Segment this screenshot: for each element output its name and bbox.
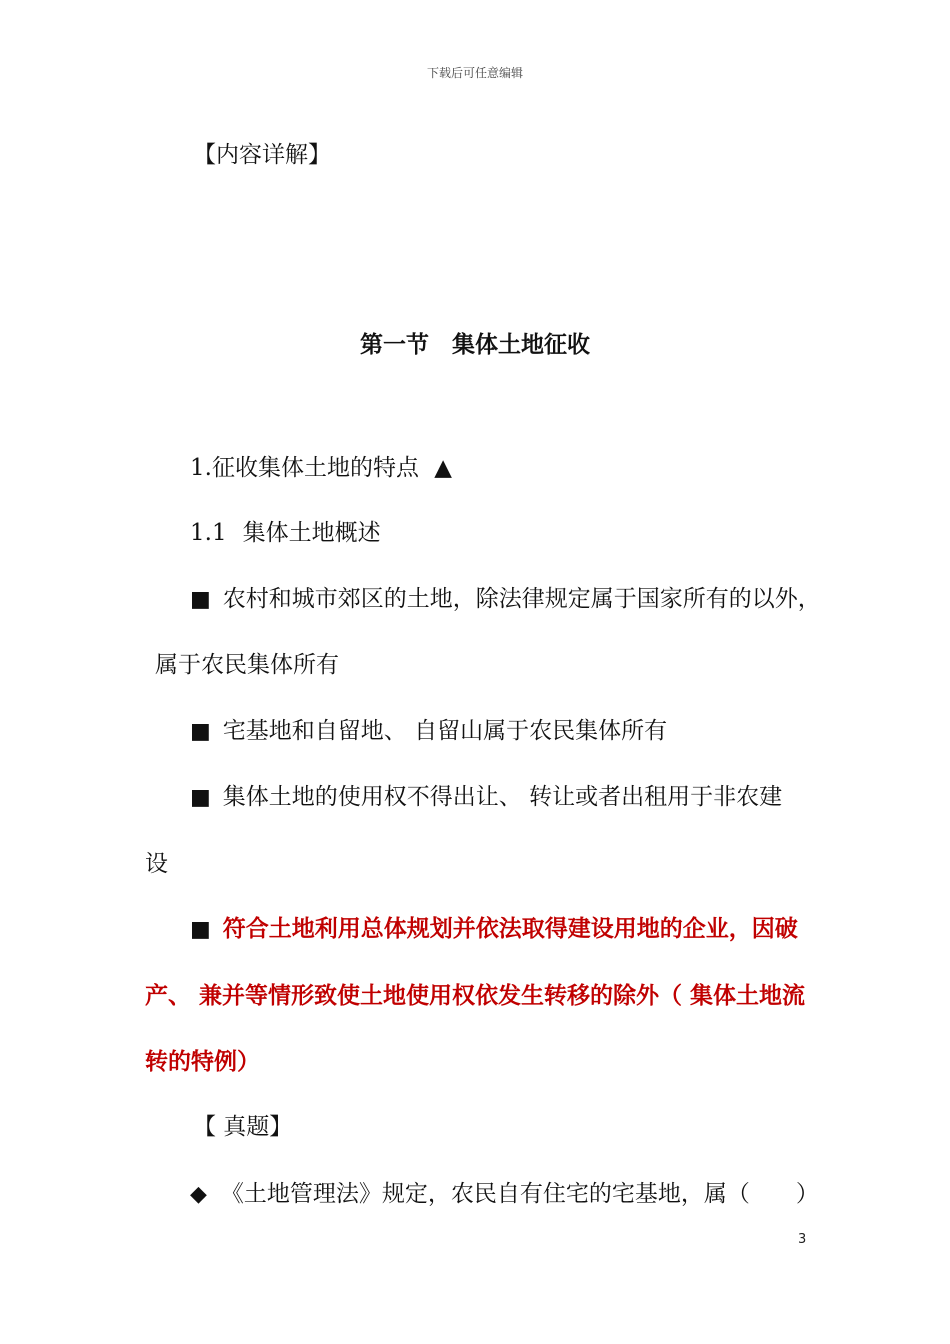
heading-1-1-number: 1.1 — [190, 520, 227, 546]
heading-1 — [190, 453, 452, 483]
diamond-icon: ◆ — [190, 1182, 207, 1207]
bullet-text: 宅基地和自留地、 自留山属于农民集体所有 — [222, 718, 668, 744]
bullet-item — [190, 716, 667, 747]
bullet-item — [190, 584, 821, 615]
heading-1-number: 1. — [190, 455, 212, 481]
bullet-continuation: 属于农民集体所有 — [155, 652, 339, 678]
bullet-item-highlighted — [190, 914, 798, 945]
triangle-icon: ▲ — [434, 455, 452, 481]
bullet-text: 符合土地利用总体规划并依法取得建设用地的企业，因破 — [222, 916, 798, 942]
bullet-continuation: 产、 兼并等情形致使土地使用权依发生转移的除外（ 集体土地流 — [145, 983, 806, 1009]
question — [190, 1179, 819, 1210]
page-number: 3 — [798, 1232, 807, 1247]
question-text: 《土地管理法》规定，农民自有住宅的宅基地，属（ ） — [220, 1181, 819, 1207]
heading-1-text: 征收集体土地的特点 — [211, 455, 419, 481]
bullet-text: 农村和城市郊区的土地，除法律规定属于国家所有的以外， — [222, 586, 821, 612]
square-bullet-icon: ■ — [190, 719, 211, 744]
exam-label: 【 真题】 — [193, 1114, 293, 1140]
page-header: 下载后可任意编辑 — [426, 66, 523, 80]
square-bullet-icon: ■ — [190, 587, 211, 612]
square-bullet-icon: ■ — [190, 917, 211, 942]
heading-1-1 — [190, 518, 381, 548]
bullet-continuation: 转的特例） — [145, 1049, 260, 1075]
content-detail-label: 【内容详解】 — [193, 142, 331, 168]
square-bullet-icon: ■ — [190, 785, 211, 810]
bullet-continuation: 设 — [145, 851, 168, 877]
section-title: 第一节 集体土地征收 — [360, 332, 590, 358]
bullet-text: 集体土地的使用权不得出让、 转让或者出租用于非农建 — [222, 784, 783, 810]
bullet-item — [190, 782, 782, 813]
heading-1-1-text: 集体土地概述 — [242, 520, 381, 546]
